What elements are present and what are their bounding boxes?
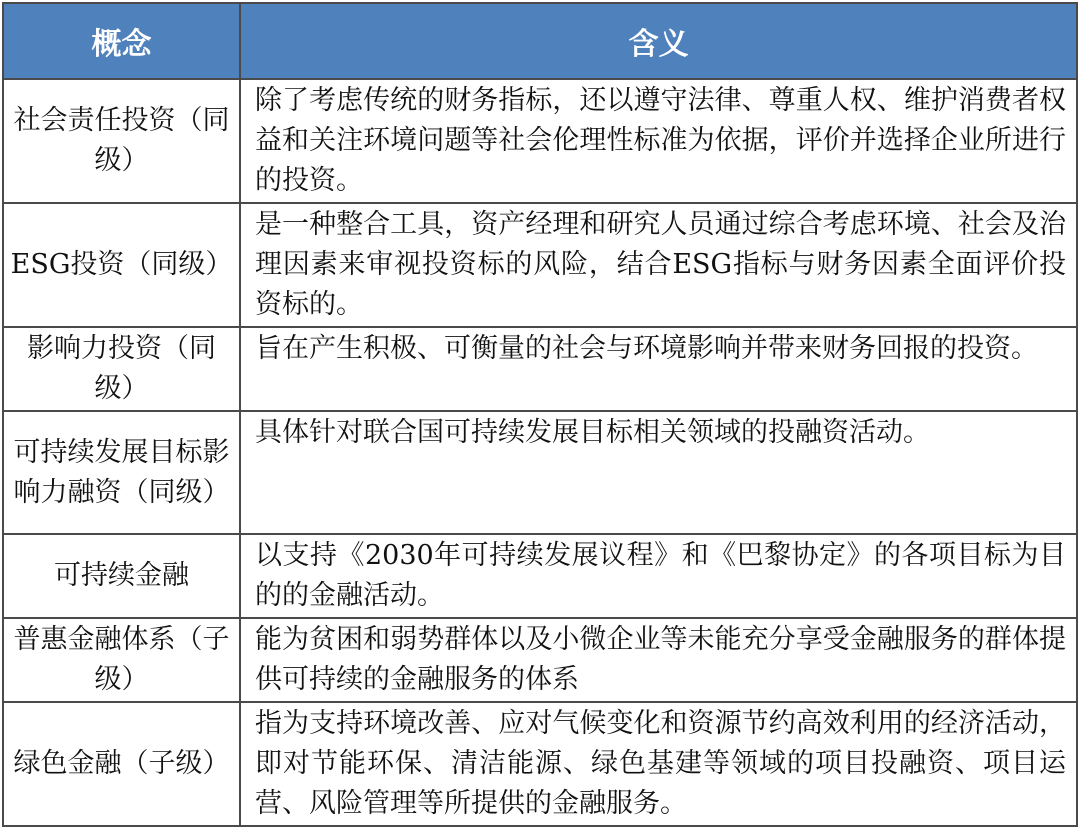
meaning-cell: 旨在产生积极、可衡量的社会与环境影响并带来财务回报的投资。 (240, 327, 1077, 411)
concept-cell: 社会责任投资（同级） (3, 79, 240, 203)
concept-cell: 绿色金融（子级） (3, 702, 240, 826)
concept-definition-table (2, 2, 1078, 827)
meaning-cell: 能为贫困和弱势群体以及小微企业等未能充分享受金融服务的群体提供可持续的金融服务的体系 (240, 618, 1077, 702)
table-row (3, 618, 1077, 702)
meaning-cell: 以支持《2030年可持续发展议程》和《巴黎协定》的各项目标为目的的金融活动。 (240, 534, 1077, 618)
header-meaning: 含义 (240, 3, 1077, 79)
concept-cell: 可持续发展目标影响力融资（同级） (3, 411, 240, 534)
table-header-row (3, 3, 1077, 79)
header-concept: 概念 (3, 3, 240, 79)
table-row (3, 411, 1077, 534)
meaning-cell: 具体针对联合国可持续发展目标相关领域的投融资活动。 (240, 411, 1077, 534)
table-row (3, 327, 1077, 411)
concept-cell: 影响力投资（同级） (3, 327, 240, 411)
meaning-cell: 是一种整合工具，资产经理和研究人员通过综合考虑环境、社会及治理因素来审视投资标的风险，结合ESG指标与财务因素全面评价投资标的。 (240, 203, 1077, 327)
meaning-cell: 指为支持环境改善、应对气候变化和资源节约高效利用的经济活动，即对节能环保、清洁能源、绿色基建等领域的项目投融资、项目运营、风险管理等所提供的金融服务。 (240, 702, 1077, 826)
meaning-cell: 除了考虑传统的财务指标，还以遵守法律、尊重人权、维护消费者权益和关注环境问题等社会伦理性标准为依据，评价并选择企业所进行的投资。 (240, 79, 1077, 203)
concept-cell: 可持续金融 (3, 534, 240, 618)
concept-cell: 普惠金融体系（子级） (3, 618, 240, 702)
definitions-table-container (2, 2, 1076, 827)
table-row (3, 79, 1077, 203)
concept-cell: ESG投资（同级） (3, 203, 240, 327)
table-row (3, 203, 1077, 327)
table-row (3, 534, 1077, 618)
table-row (3, 702, 1077, 826)
